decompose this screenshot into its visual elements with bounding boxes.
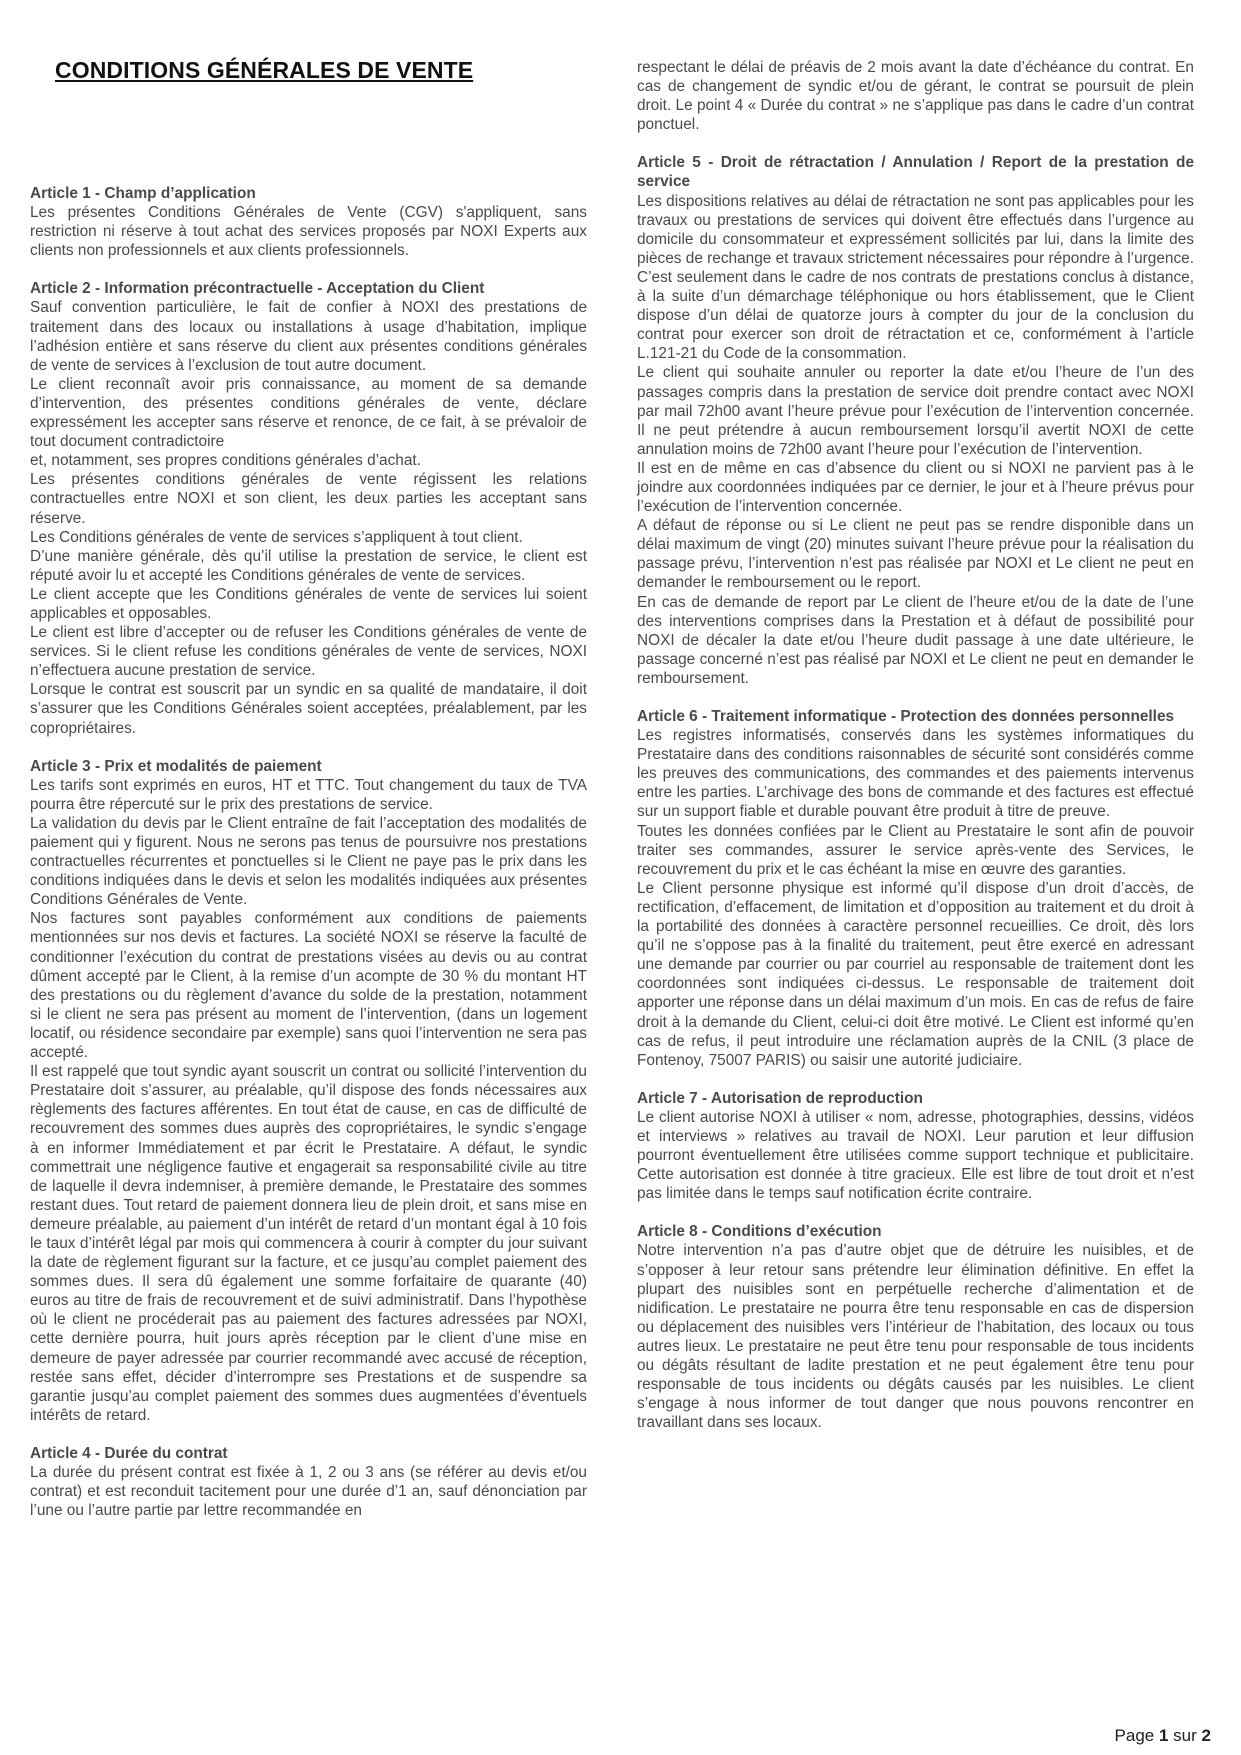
article-heading: Article 5 - Droit de rétractation / Annulation / Report de la prestation de service — [637, 154, 1194, 191]
article-paragraph: Les présentes conditions générales de vente régissent les relations contractuelles entre NOXI et son client, les deux parties les acceptant sans réserve. — [30, 471, 587, 527]
article-paragraph: Le client reconnaît avoir pris connaissance, au moment de sa demande d’intervention, des présentes conditions générales de vente, déclare expressément les accepter sans réserve et renonce, de ce fait, à se prévaloir de tout document contradictoire — [30, 375, 587, 451]
article-paragraph: Les Conditions générales de vente de services s’appliquent à tout client. — [30, 528, 523, 546]
article-paragraph: Le client autorise NOXI à utiliser « nom, adresse, photographies, dessins, vidéos et interviews » relatives au travail de NOXI. Leur parution et leur diffusion pourront éventuellement être utilisées comme support technique et publicitaire. Cette autorisation est donnée à titre gracieux. Elle est libre de tout droit et n’est pas limitée dans le temps sauf notification écrite contraire. — [637, 1108, 1194, 1203]
article-heading: Article 2 - Information précontractuelle - Acceptation du Client — [30, 280, 485, 298]
article-heading: Article 3 - Prix et modalités de paiement — [30, 757, 322, 775]
article-paragraph: D’une manière générale, dès qu’il utilise la prestation de service, le client est réputé avoir lu et accepté les Conditions générales de vente de services. — [30, 547, 587, 584]
article-paragraph: En cas de demande de report par Le client de l’heure et/ou de la date de l’une des interventions comprises dans la Prestation et à défaut de possibilité pour NOXI de décaler la date et/ou l’heure dudit passage à une date ultérieure, le passage concerné n’est pas réalisé par NOXI et Le client ne peut en demander le remboursement. — [637, 593, 1194, 687]
article-paragraph: Sauf convention particulière, le fait de confier à NOXI des prestations de traitement dans des locaux ou installations à usage d’habitation, implique l’adhésion entière et sans réserve du client aux présentes conditions générales de vente de services à l’exclusion de tout autre document. — [30, 299, 587, 374]
page-total: 2 — [1201, 1726, 1211, 1745]
article-section — [637, 1222, 1194, 1432]
of-word: sur — [1173, 1726, 1197, 1745]
article-paragraph: Lorsque le contrat est souscrit par un syndic en sa qualité de mandataire, il doit s’assurer que les Conditions Générales soient acceptées, préalablement, par les copropriétaires. — [30, 681, 587, 737]
article-paragraph: A défaut de réponse ou si Le client ne peut pas se rendre disponible dans un délai maximum de vingt (20) minutes suivant l’heure prévue pour la réalisation du passage prévu, l’intervention n’est pas réalisée par NOXI et Le client ne peut en demander le remboursement ou le report. — [637, 517, 1194, 592]
article-section — [30, 279, 587, 737]
article-section — [637, 1089, 1194, 1204]
article-heading: Article 4 - Durée du contrat — [30, 1444, 228, 1462]
page-footer — [1115, 1726, 1211, 1746]
article-paragraph: Le client est libre d’accepter ou de refuser les Conditions générales de vente de services. Si le client refuse les conditions générales de vente de services, NOXI n’effectuera aucune prestation de service. — [30, 624, 587, 680]
article-section — [637, 707, 1194, 1070]
article-section — [637, 58, 1194, 134]
article-paragraph: Les registres informatisés, conservés dans les systèmes informatiques du Prestataire dans des conditions raisonnables de sécurité sont considérés comme les preuves des communications, des commandes et des paiements intervenus entre les parties. L’archivage des bons de commande et des factures est effectué sur un support fiable et durable pouvant être produit à titre de preuve. — [637, 727, 1194, 821]
article-paragraph: Les tarifs sont exprimés en euros, HT et TTC. Tout changement du taux de TVA pourra être répercuté sur le prix des prestations de service. — [30, 776, 587, 813]
article-paragraph: Toutes les données confiées par le Client au Prestataire le sont afin de pouvoir traiter ses commandes, assurer le service après-vente des Services, le recouvrement du prix et le cas échéant la mise en œuvre des garanties. — [637, 822, 1194, 878]
article-paragraph: Les présentes Conditions Générales de Vente (CGV) s'appliquent, sans restriction ni réserve à tout achat des services proposés par NOXI Experts aux clients non professionnels et aux clients professionnels. — [30, 204, 587, 260]
page-current: 1 — [1158, 1726, 1169, 1745]
article-paragraph: Nos factures sont payables conformément aux conditions de paiements mentionnées sur nos devis et factures. La société NOXI se réserve la faculté de conditionner l’exécution du contrat de prestations visées au devis ou au contrat dûment accepté par le Client, à la remise d’un acompte de 30 % du montant HT des prestations ou du règlement d’avance du solde de la prestation, notamment si le client ne sera pas présent au moment de l’intervention, (dans un logement locatif, ou résidence secondaire par exemple) sans quoi l’intervention ne sera pas accepté. — [30, 910, 587, 1062]
article-paragraph: Notre intervention n’a pas d’autre objet que de détruire les nuisibles, et de s’opposer à leur retour sans prétendre leur élimination définitive. En effet la plupart des nuisibles sont en perpétuelle recherche d’alimentation et de nidification. Le prestataire ne pourra être tenu responsable en cas de dispersion ou déplacement des nuisibles vers l’intérieur de l’habitation, des locaux ou tous autres lieux. Le prestataire ne peut être tenu pour responsable de tous incidents ou dégâts résultant de ladite prestation et ne peut également être tenu pour responsable de tous incidents ou dégâts causés par les nuisibles. Le client s’engage à nous informer de tout danger que nous pouvons rencontrer en travaillant dans ses locaux. — [637, 1242, 1194, 1432]
article-heading: Article 7 - Autorisation de reproduction — [637, 1089, 923, 1107]
article-paragraph: La validation du devis par le Client entraîne de fait l’acceptation des modalités de paiement qui y figurent. Nous ne serons pas tenus de poursuivre nos prestations contractuelles récurrentes et ponctuelles si le Client ne paye pas le prix dans les conditions indiquées dans le devis et selon les modalités indiquées aux présentes Conditions Générales de Vente. — [30, 814, 587, 909]
right-column — [637, 58, 1194, 1451]
article-heading: Article 1 - Champ d’application — [30, 185, 256, 202]
article-paragraph: Le client accepte que les Conditions générales de vente de services lui soient applicables et opposables. — [30, 585, 587, 622]
article-section — [30, 184, 587, 260]
page-word: Page — [1114, 1726, 1155, 1745]
article-section — [30, 1444, 587, 1520]
article-paragraph: Il est en de même en cas d’absence du client ou si NOXI ne parvient pas à le joindre aux coordonnées indiquées par ce dernier, le jour et à l’heure prévus pour l’exécution de l’intervention concernée. — [637, 459, 1194, 516]
article-paragraph: et, notamment, ses propres conditions générales d’achat. — [30, 452, 421, 470]
article-heading: Article 6 - Traitement informatique - Protection des données personnelles — [637, 708, 1175, 725]
article-paragraph: respectant le délai de préavis de 2 mois avant la date d’échéance du contrat. En cas de changement de syndic et/ou de gérant, le contrat se poursuit de plein droit. Le point 4 « Durée du contrat » ne s’applique pas dans le cadre d’un contrat ponctuel. — [637, 59, 1194, 134]
article-section — [30, 757, 587, 1425]
article-paragraph: Le client qui souhaite annuler ou reporter la date et/ou l’heure de l’un des passages compris dans la prestation de service doit prendre contact avec NOXI par mail 72h00 avant l’heure prévue pour l’exécution de l’intervention concernée. Il ne peut prétendre à aucun remboursement lorsqu’il avertit NOXI de cette annulation moins de 72h00 avant l’heure pour l’exécution de l’intervention. — [637, 364, 1194, 458]
article-section — [637, 153, 1194, 688]
article-paragraph: Il est rappelé que tout syndic ayant souscrit un contrat ou sollicité l’intervention du Prestataire doit s’assurer, au préalable, qu’il dispose des fonds nécessaires aux règlements des factures afférentes. En tout état de cause, en cas de difficulté de recouvrement des sommes dues auprès des copropriétaires, le syndic s’engage à en informer Immédiatement et par écrit le Prestataire. A défaut, le syndic commettrait une négligence fautive et engagerait sa responsabilité civile au titre de laquelle il devra indemniser, à première demande, le Prestataire des sommes restant dues. Tout retard de paiement donnera lieu de plein droit, et sans mise en demeure préalable, au paiement d’un intérêt de retard d’un montant égal à 10 fois le taux d’intérêt légal par mois qui commencera à courir à compter du jour suivant la date de règlement figurant sur la facture, et ce jusqu’au complet paiement des sommes dues. Il sera dû également une somme forfaitaire de quarante (40) euros au titre de frais de recouvrement et de suivi administratif. Dans l’hypothèse où le client ne procéderait pas au paiement des factures adressées par NOXI, cette dernière pourra, huit jours après réception par le client d’une mise en demeure de payer adressée par courrier recommandé avec accusé de réception, restée sans effet, décider d’interrompre ses Prestations et de suspendre sa garantie jusqu’au complet paiement des sommes dues augmentées d’éventuels intérêts de retard. — [30, 1063, 587, 1424]
article-heading: Article 8 - Conditions d’exécution — [637, 1223, 882, 1241]
article-paragraph: Le Client personne physique est informé qu’il dispose d’un droit d’accès, de rectification, d’effacement, de limitation et d’opposition au traitement et du droit à la portabilité des données à caractère personnel recueillies. Ce droit, dès lors qu’il ne s’oppose pas à la finalité du traitement, peut être exercé en adressant une demande par courrier ou par courriel au responsable de traitement dont les coordonnées sont indiquées ci-dessus. Le responsable de traitement doit apporter une réponse dans un délai maximum d’un mois. En cas de refus de faire droit à la demande du Client, celui-ci doit être motivé. Le Client est informé qu’en cas de refus, il peut introduire une réclamation auprès de la CNIL (3 place de Fontenoy, 75007 PARIS) ou saisir une autorité judiciaire. — [637, 879, 1194, 1069]
article-paragraph: La durée du présent contrat est fixée à 1, 2 ou 3 ans (se référer au devis et/ou contrat) et est reconduit tacitement pour une durée d’1 an, sauf dénonciation par l’une ou l’autre partie par lettre recommandée en — [30, 1464, 587, 1520]
document-title: CONDITIONS GÉNÉRALES DE VENTE — [55, 57, 474, 83]
article-paragraph: Les dispositions relatives au délai de rétractation ne sont pas applicables pour les travaux ou prestations de services qui doivent être effectués dans l’urgence au domicile du consommateur et expressément sollicités par lui, dans la limite des pièces de rechange et travaux strictement nécessaires pour répondre à l’urgence. C’est seulement dans le cadre de nos contrats de prestations conclus à distance, à la suite d’un démarchage téléphonique ou hors établissement, que le Client dispose d’un délai de quatorze jours à compter du jour de la conclusion du contrat pour exercer son droit de rétractation et ce, conformément à l’article L.121-21 du Code de la consommation. — [637, 192, 1194, 363]
left-column — [30, 56, 587, 1539]
